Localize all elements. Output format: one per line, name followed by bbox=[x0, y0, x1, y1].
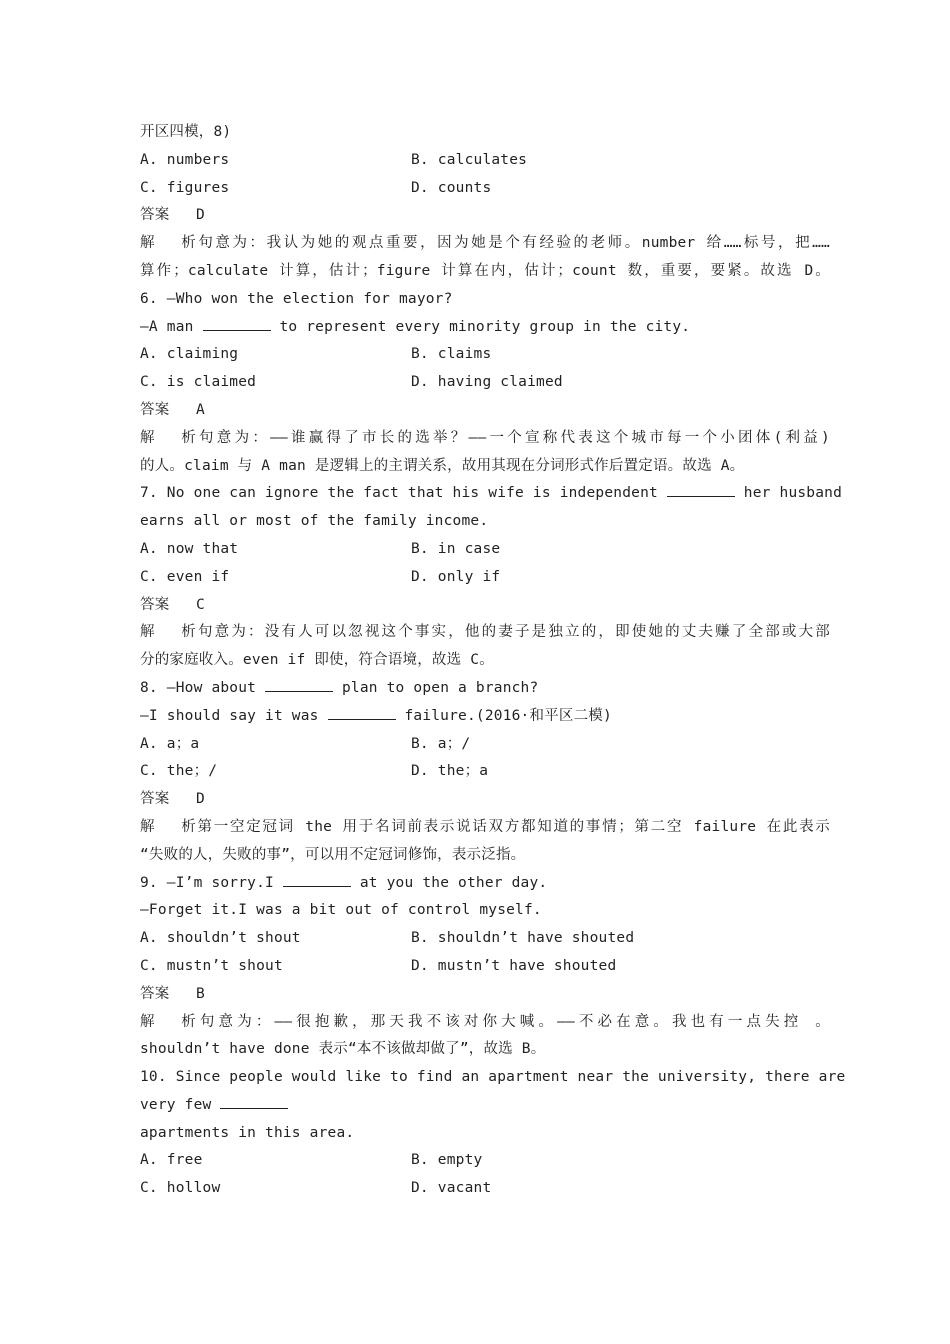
answer-line bbox=[140, 981, 830, 1009]
option-c: C. hollow bbox=[140, 1180, 221, 1197]
option-a: A. claiming bbox=[140, 346, 239, 363]
answer-value: D bbox=[196, 207, 205, 224]
option-a: A. a；a bbox=[140, 735, 200, 752]
analysis-text: shouldn’t have done 表示“本不该做却做了”，故选 B。 bbox=[140, 1041, 546, 1058]
answer-line bbox=[140, 592, 830, 620]
option-c: C. figures bbox=[140, 179, 230, 196]
question-9-stem: —Forget it.I was a bit out of control myself. bbox=[140, 902, 542, 919]
options-row bbox=[140, 564, 830, 592]
options-row bbox=[140, 536, 830, 564]
answer-label: 答案 bbox=[140, 207, 170, 224]
options-row bbox=[140, 731, 830, 759]
question-8-stem: —I should say it was failure.(2016·和平区二模) bbox=[140, 703, 830, 731]
option-b: B. empty bbox=[411, 1152, 483, 1169]
options-row bbox=[140, 341, 830, 369]
analysis-text: 分的家庭收入。even if 即使，符合语境，故选 C。 bbox=[140, 652, 494, 669]
answer-line bbox=[140, 786, 830, 814]
answer-blank bbox=[265, 676, 333, 692]
option-a: A. free bbox=[140, 1152, 203, 1169]
answer-value: B bbox=[196, 985, 205, 1002]
options-row bbox=[140, 953, 830, 981]
question-5-tail: 开区四模，8) bbox=[140, 124, 232, 140]
question-6-stem: —A man to represent every minority group in the city. bbox=[140, 314, 830, 342]
analysis-label: 解析 bbox=[140, 624, 196, 641]
analysis-text: “失败的人，失败的事”，可以用不定冠词修饰，表示泛指。 bbox=[140, 846, 526, 863]
option-c: C. the；/ bbox=[140, 763, 218, 780]
analysis-text: 句意为：我认为她的观点重要，因为她是个有经验的老师。number 给……标号，把…… bbox=[196, 235, 830, 252]
question-7-stem: 7. No one can ignore the fact that his wife is independent her husband bbox=[140, 480, 830, 508]
answer-line bbox=[140, 397, 830, 425]
answer-blank bbox=[328, 704, 396, 720]
analysis-label: 解析 bbox=[140, 235, 196, 252]
options-row bbox=[140, 147, 830, 175]
option-d: D. only if bbox=[411, 568, 501, 585]
question-10-stem: very few bbox=[140, 1092, 830, 1120]
answer-label: 答案 bbox=[140, 985, 170, 1002]
question-10-stem: 10. Since people would like to find an apartment near the university, there are bbox=[140, 1069, 846, 1086]
option-b: B. shouldn’t have shouted bbox=[411, 930, 635, 947]
question-9-stem: 9. —I’m sorry.I at you the other day. bbox=[140, 870, 830, 898]
answer-label: 答案 bbox=[140, 401, 170, 418]
options-row bbox=[140, 925, 830, 953]
analysis-label: 解析 bbox=[140, 429, 196, 446]
question-7-stem: earns all or most of the family income. bbox=[140, 513, 489, 530]
analysis-text: 算作；calculate 计算，估计；figure 计算在内，估计；count 数，重要，要紧。故选 D。 bbox=[140, 262, 830, 279]
option-c: C. even if bbox=[140, 568, 230, 585]
option-b: B. a；/ bbox=[411, 735, 471, 752]
question-6-stem: 6. —Who won the election for mayor? bbox=[140, 290, 453, 307]
question-8-stem: 8. —How about plan to open a branch? bbox=[140, 675, 830, 703]
option-d: D. having claimed bbox=[411, 374, 563, 391]
analysis-line bbox=[140, 814, 830, 842]
answer-value: D bbox=[196, 791, 205, 808]
analysis-line bbox=[140, 230, 830, 258]
analysis-text: 第一空定冠词 the 用于名词前表示说话双方都知道的事情；第二空 failure 在此表示 bbox=[196, 818, 830, 835]
answer-blank bbox=[283, 871, 351, 887]
answer-label: 答案 bbox=[140, 596, 170, 613]
option-b: B. claims bbox=[411, 346, 492, 363]
answer-blank bbox=[667, 481, 735, 497]
option-b: B. calculates bbox=[411, 151, 528, 168]
option-c: C. mustn’t shout bbox=[140, 957, 283, 974]
answer-value: A bbox=[196, 401, 205, 418]
options-row bbox=[140, 175, 830, 203]
option-d: D. the；a bbox=[411, 763, 489, 780]
analysis-line bbox=[140, 1009, 830, 1037]
answer-label: 答案 bbox=[140, 791, 170, 808]
option-a: A. numbers bbox=[140, 151, 230, 168]
option-d: D. vacant bbox=[411, 1180, 492, 1197]
question-10-stem: apartments in this area. bbox=[140, 1124, 355, 1141]
option-c: C. is claimed bbox=[140, 374, 257, 391]
options-row bbox=[140, 369, 830, 397]
option-d: D. mustn’t have shouted bbox=[411, 957, 617, 974]
analysis-label: 解析 bbox=[140, 1013, 196, 1030]
analysis-label: 解析 bbox=[140, 818, 196, 835]
analysis-text: 句意为：——很抱歉，那天我不该对你大喊。——不必在意。我也有一点失控 。 bbox=[196, 1013, 830, 1030]
options-row bbox=[140, 1175, 830, 1203]
answer-line bbox=[140, 202, 830, 230]
analysis-line bbox=[140, 619, 830, 647]
analysis-line bbox=[140, 425, 830, 453]
answer-value: C bbox=[196, 596, 205, 613]
analysis-text: 句意为：——谁赢得了市长的选举？——一个宣称代表这个城市每一个小团体(利益) bbox=[196, 429, 830, 446]
option-a: A. now that bbox=[140, 540, 239, 557]
document-page bbox=[140, 119, 846, 1203]
analysis-text: 的人。claim 与 A man 是逻辑上的主谓关系，故用其现在分词形式作后置定语。故选 A。 bbox=[140, 457, 745, 474]
analysis-text: 句意为：没有人可以忽视这个事实，他的妻子是独立的，即使她的丈夫赚了全部或大部 bbox=[196, 624, 830, 641]
option-b: B. in case bbox=[411, 540, 501, 557]
options-row bbox=[140, 1147, 830, 1175]
option-d: D. counts bbox=[411, 179, 492, 196]
answer-blank bbox=[203, 315, 271, 331]
options-row bbox=[140, 758, 830, 786]
answer-blank bbox=[220, 1093, 288, 1109]
option-a: A. shouldn’t shout bbox=[140, 930, 301, 947]
